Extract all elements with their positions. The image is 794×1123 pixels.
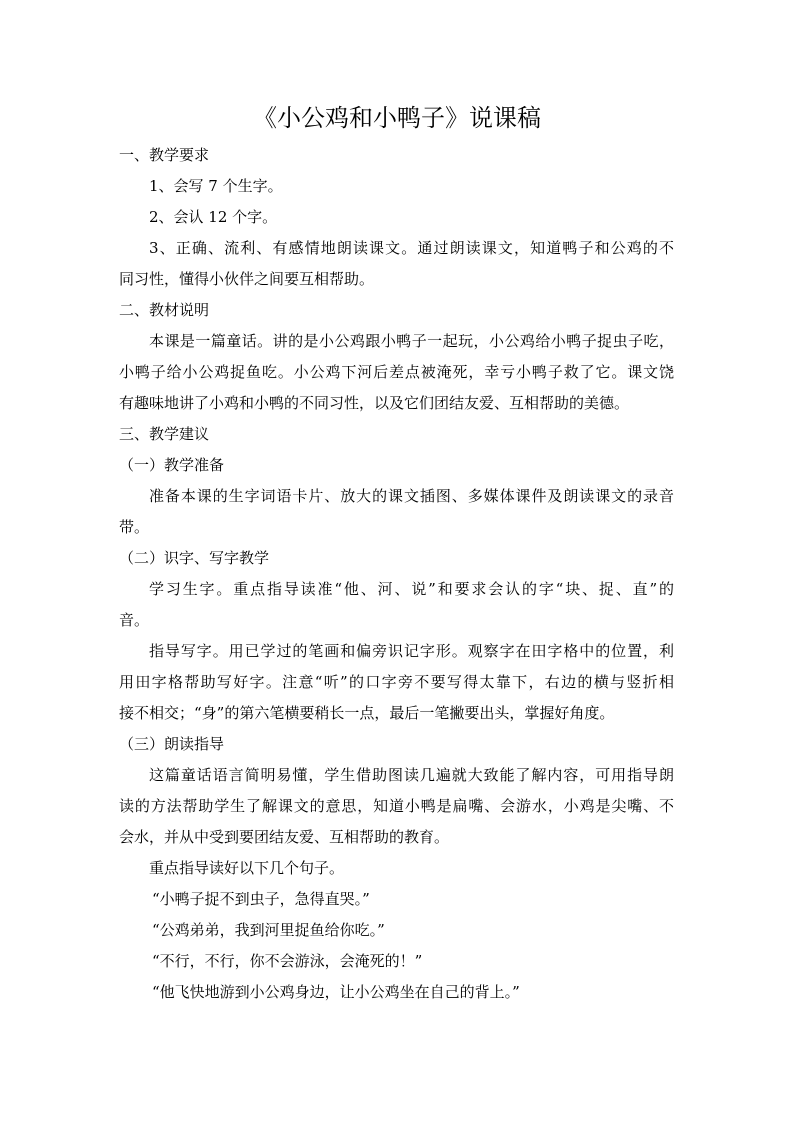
material-paragraph-line-3: 有趣味地讲了小鸡和小鸭的不同习性，以及它们团结友爱、互相帮助的美德。	[119, 394, 630, 412]
subheading-teaching-preparation: （一）教学准备	[119, 456, 225, 474]
reading-paragraph-line-2: 读的方法帮助学生了解课文的意思，知道小鸭是扁嘴、会游水，小鸡是尖嘴、不	[119, 797, 674, 815]
writing-paragraph-line-2: 用田字格帮助写好字。注意“听”的口字旁不要写得太靠下，右边的横与竖折相	[119, 673, 674, 691]
quote-sentence-1: “小鸭子捉不到虫子，急得直哭。”	[152, 890, 370, 908]
quote-sentence-3: “不行，不行，你不会游泳，会淹死的！”	[152, 952, 423, 970]
reading-paragraph-line-3: 会水，并从中受到要团结友爱、互相帮助的教育。	[119, 828, 450, 846]
writing-paragraph-line-1: 指导写字。用已学过的笔画和偏旁识记字形。观察字在田字格中的位置，利	[149, 642, 674, 660]
document-title: 《小公鸡和小鸭子》说课稿	[253, 104, 541, 132]
reading-paragraph-line-1: 这篇童话语言简明易懂，学生借助图读几遍就大致能了解内容，可用指导朗	[149, 766, 674, 784]
requirement-item-3-line-1: 3、正确、流利、有感情地朗读课文。通过朗读课文，知道鸭子和公鸡的不	[149, 239, 674, 257]
subheading-reading-guidance: （三）朗读指导	[119, 735, 225, 753]
requirement-item-1: 1、会写 7 个生字。	[149, 177, 283, 195]
subheading-literacy-writing: （二）识字、写字教学	[119, 549, 270, 567]
material-paragraph-line-2: 小鸭子给小公鸡捉鱼吃。小公鸡下河后差点被淹死，幸亏小鸭子救了它。课文饶	[119, 363, 674, 381]
writing-paragraph-line-3: 接不相交；“身”的第六笔横要稍长一点，最后一笔撇要出头，掌握好角度。	[119, 704, 615, 722]
quote-sentence-2: “公鸡弟弟，我到河里捉鱼给你吃。”	[152, 921, 385, 939]
quote-sentence-4: “他飞快地游到小公鸡身边，让小公鸡坐在自己的背上。”	[152, 983, 520, 1001]
literacy-paragraph-1-line-1: 学习生字。重点指导读准“他、河、说”和要求会认的字“块、捉、直”的	[149, 580, 674, 598]
requirement-item-3-line-2: 同习性，懂得小伙伴之间要互相帮助。	[119, 270, 375, 288]
literacy-paragraph-1-line-2: 音。	[119, 611, 150, 629]
preparation-paragraph-line-1: 准备本课的生字词语卡片、放大的课文插图、多媒体课件及朗读课文的录音	[149, 487, 674, 505]
material-paragraph-line-1: 本课是一篇童话。讲的是小公鸡跟小鸭子一起玩，小公鸡给小鸭子捉虫子吃，	[149, 332, 674, 350]
section-heading-teaching-suggestions: 三、教学建议	[119, 425, 210, 443]
preparation-paragraph-line-2: 带。	[119, 518, 150, 536]
section-heading-teaching-requirements: 一、教学要求	[119, 146, 210, 164]
section-heading-material-description: 二、教材说明	[119, 301, 210, 319]
reading-lead-sentence: 重点指导读好以下几个句子。	[149, 859, 345, 877]
requirement-item-2: 2、会认 12 个字。	[149, 208, 278, 226]
